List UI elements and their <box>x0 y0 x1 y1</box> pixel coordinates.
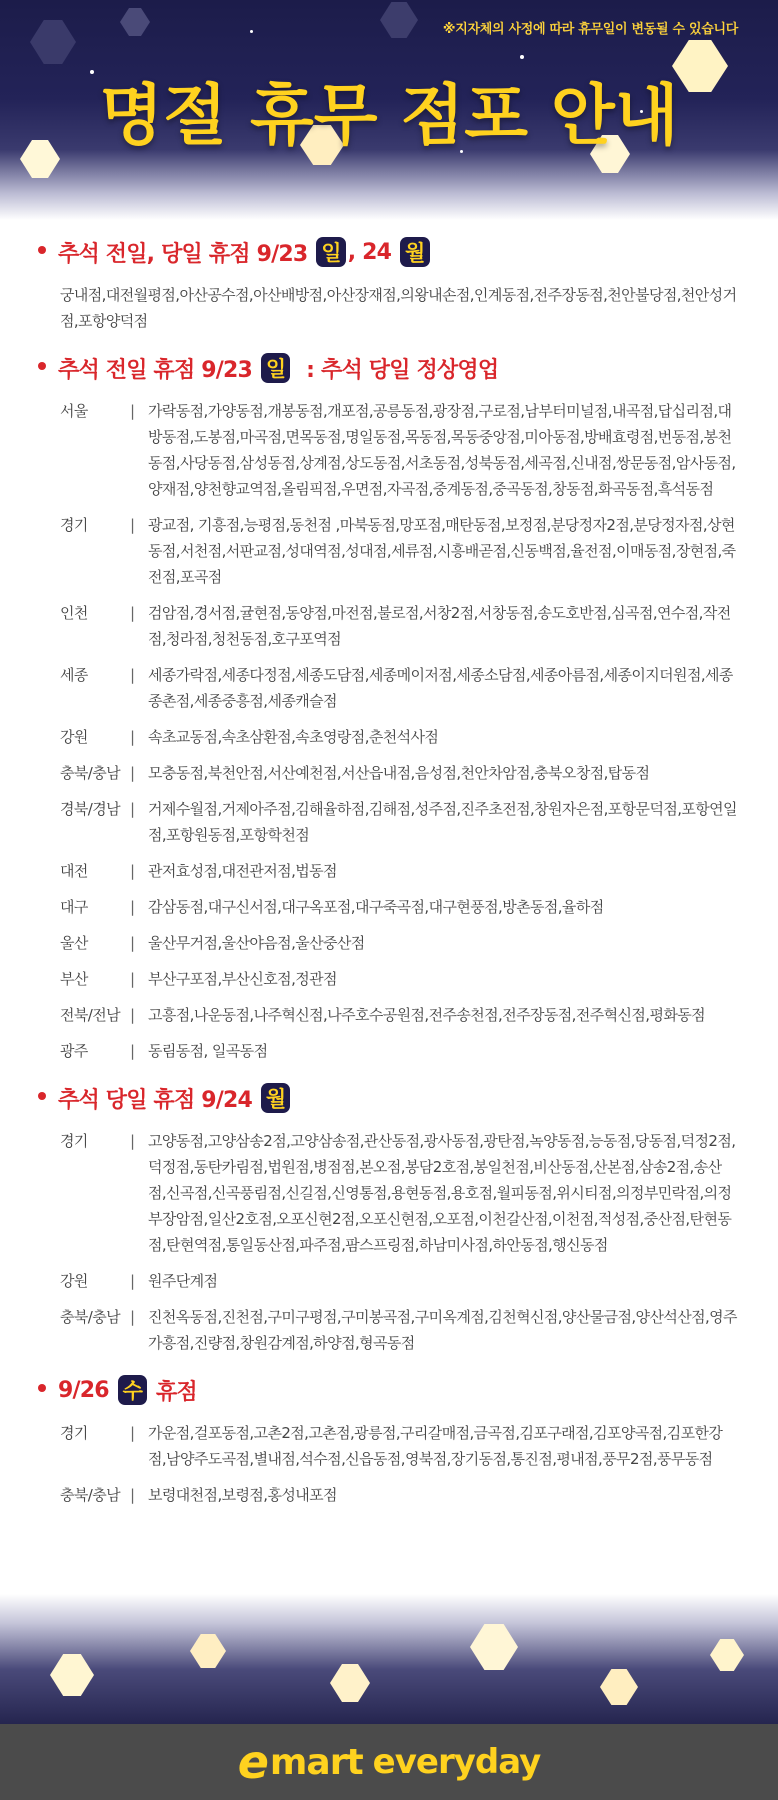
region-row <box>58 1268 738 1294</box>
separator: | <box>130 764 135 782</box>
store-list: 고양동점,고양삼송2점,고양삼송점,관산동점,광사동점,광탄점,녹양동점,능동점,당동점,덕정2점,덕정점,동탄카림점,법원점,병점점,본오점,봉담2호점,봉일천점,비산동점,산본점,삼송2점,송산점,신곡점,신곡풍림점,신길점,신영통점,용현동점,용호점,월피동점,위시티점,의정부민락점,의정부장암점,일산2호점,오포신현2점,오포신현점,오포점,이천갈산점,이천점,적성점,중산점,탄현동점,탄현역점,통일동산점,파주점,팜스프링점,하남미사점,하안동점,행신동점 <box>148 1132 736 1254</box>
region-label: 강원 <box>60 1272 88 1290</box>
separator: | <box>130 800 135 818</box>
hexagon-decoration <box>30 20 76 64</box>
day-badge-sun: 일 <box>261 353 291 383</box>
separator: | <box>130 516 135 534</box>
region-row <box>58 930 738 956</box>
separator: | <box>130 1272 135 1290</box>
region-row <box>58 398 738 502</box>
region-list <box>58 398 738 1064</box>
heading-text: 휴점 <box>149 1379 197 1405</box>
region-label: 인천 <box>60 604 88 622</box>
store-list: 원주단계점 <box>148 1272 218 1290</box>
store-list: 부산구포점,부산신호점,정관점 <box>148 970 337 988</box>
region-label: 경북/경남 <box>60 800 121 818</box>
region-label: 전북/전남 <box>60 1006 121 1024</box>
separator: | <box>130 1132 135 1150</box>
store-list: 광교점, 기흥점,능평점,동천점 ,마북동점,망포점,매탄동점,보정점,분당정자2점,분당정자점,상현동점,서천점,서판교점,성대역점,성대점,세류점,시흥배곧점,신동백점,율전점,이매동점,장현점,죽전점,포곡점 <box>148 516 736 586</box>
separator: | <box>130 898 135 916</box>
separator: | <box>130 728 135 746</box>
region-label: 충북/충남 <box>60 764 121 782</box>
region-row <box>58 662 738 714</box>
header-banner <box>0 0 778 220</box>
store-list: 거제수월점,거제아주점,김해율하점,김해점,성주점,진주초전점,창원자은점,포항문덕점,포항연일점,포항원동점,포항학천점 <box>148 800 737 844</box>
footer <box>0 1724 778 1800</box>
region-label: 서울 <box>60 402 88 420</box>
region-row <box>58 966 738 992</box>
region-row <box>58 512 738 590</box>
heading-text: 추석 전일 휴점 9/23 <box>58 357 259 383</box>
store-list: 가락동점,가양동점,개봉동점,개포점,공릉동점,광장점,구로점,남부터미널점,내곡점,답십리점,대방동점,도봉점,마곡점,면목동점,명일동점,목동점,목동중앙점,미아동점,방배효령점,번동점,봉천동점,사당동점,삼성동점,상계점,상도동점,서초동점,성북동점,세곡점,신내점,쌍문동점,암사동점,양재점,양천향교역점,올림픽점,우면점,자곡점,중계동점,중곡동점,창동점,화곡동점,흑석동점 <box>148 402 736 498</box>
store-list: 궁내점,대전월평점,아산공수점,아산배방점,아산장재점,의왕내손점,인계동점,전주장동점,천안불당점,천안성거점,포항양덕점 <box>60 286 737 330</box>
region-label: 부산 <box>60 970 88 988</box>
hexagon-decoration <box>710 1639 744 1671</box>
day-badge-wed: 수 <box>118 1375 148 1405</box>
region-list <box>58 1420 738 1508</box>
store-list: 속초교동점,속초삼환점,속초영랑점,춘천석사점 <box>148 728 439 746</box>
store-list: 관저효성점,대전관저점,법동점 <box>148 862 337 880</box>
hexagon-decoration <box>380 2 418 38</box>
separator: | <box>130 1006 135 1024</box>
heading-text: 9/26 <box>58 1377 116 1403</box>
separator: | <box>130 402 135 420</box>
region-label: 대구 <box>60 898 88 916</box>
region-list <box>58 1128 738 1356</box>
section-heading-eve-closure <box>58 352 738 384</box>
hexagon-decoration <box>330 1664 370 1702</box>
store-list: 감삼동점,대구신서점,대구옥포점,대구죽곡점,대구현풍점,방촌동점,율하점 <box>148 898 604 916</box>
region-label: 경기 <box>60 1424 88 1442</box>
day-badge-mon: 월 <box>261 1083 291 1113</box>
separator: | <box>130 1424 135 1442</box>
store-list: 고흥점,나운동점,나주혁신점,나주호수공원점,전주송천점,전주장동점,전주혁신점,평화동점 <box>148 1006 706 1024</box>
region-row <box>58 600 738 652</box>
hexagon-decoration <box>600 1669 638 1705</box>
section-heading-both-days <box>58 236 738 268</box>
region-row <box>58 858 738 884</box>
store-list: 세종가락점,세종다정점,세종도담점,세종메이저점,세종소담점,세종아름점,세종이지더원점,세종종촌점,세종중흥점,세종캐슬점 <box>148 666 733 710</box>
region-row <box>58 1038 738 1064</box>
region-row <box>58 796 738 848</box>
store-list: 울산무거점,울산야음점,울산중산점 <box>148 934 365 952</box>
store-list: 모충동점,북천안점,서산예천점,서산읍내점,음성점,천안차암점,충북오창점,탑동점 <box>148 764 650 782</box>
star-decoration <box>520 55 524 59</box>
region-row <box>58 760 738 786</box>
region-row <box>58 894 738 920</box>
store-list: 진천옥동점,진천점,구미구평점,구미봉곡점,구미옥계점,김천혁신점,양산물금점,양산석산점,영주가흥점,진량점,창원감계점,하양점,형곡동점 <box>148 1308 737 1352</box>
region-label: 충북/충남 <box>60 1308 121 1326</box>
region-label: 세종 <box>60 666 88 684</box>
heading-text: , 24 <box>347 239 399 265</box>
heading-text: 추석 전일, 당일 휴점 9/23 <box>58 241 315 267</box>
region-row <box>58 724 738 750</box>
separator: | <box>130 970 135 988</box>
bullet-dot <box>38 246 46 254</box>
separator: | <box>130 604 135 622</box>
store-list: 가운점,걸포동점,고촌2점,고촌점,광릉점,구리갈매점,금곡점,김포구래점,김포양곡점,김포한강점,남양주도곡점,별내점,석수점,신읍동점,영북점,장기동점,통진점,평내점,풍무2점,풍무동점 <box>148 1424 723 1468</box>
separator: | <box>130 1486 135 1504</box>
store-list: 검암점,경서점,귤현점,동양점,마전점,불로점,서창2점,서창동점,송도호반점,심곡점,연수점,작전점,청라점,청천동점,호구포역점 <box>148 604 731 648</box>
hexagon-decoration <box>470 1624 518 1670</box>
bullet-dot <box>38 1384 46 1392</box>
separator: | <box>130 1308 135 1326</box>
region-label: 울산 <box>60 934 88 952</box>
separator: | <box>130 862 135 880</box>
content-area <box>0 236 778 1508</box>
region-row <box>58 1128 738 1258</box>
hexagon-decoration <box>120 8 150 36</box>
bullet-dot <box>38 1092 46 1100</box>
region-label: 광주 <box>60 1042 88 1060</box>
closure-notice: ※지자체의 사정에 따라 휴무일이 변동될 수 있습니다 <box>442 22 738 37</box>
region-row <box>58 1420 738 1472</box>
heading-text: : 추석 당일 정상영업 <box>292 357 499 383</box>
separator: | <box>130 934 135 952</box>
day-badge-sun: 일 <box>316 237 346 267</box>
section-heading-day-closure <box>58 1082 738 1114</box>
region-label: 경기 <box>60 1132 88 1150</box>
emart-logo-e: e <box>237 1735 269 1789</box>
separator: | <box>130 1042 135 1060</box>
region-label: 강원 <box>60 728 88 746</box>
day-badge-mon: 월 <box>400 237 430 267</box>
region-label: 충북/충남 <box>60 1486 121 1504</box>
store-list: 보령대천점,보령점,홍성내포점 <box>148 1486 337 1504</box>
bullet-dot <box>38 362 46 370</box>
emart-logo-mart: mart <box>269 1741 363 1783</box>
bottom-banner <box>0 1594 778 1724</box>
region-label: 경기 <box>60 516 88 534</box>
heading-text: 추석 당일 휴점 9/24 <box>58 1087 259 1113</box>
star-decoration <box>250 30 253 33</box>
store-list: 동림동점, 일곡동점 <box>148 1042 268 1060</box>
region-label: 대전 <box>60 862 88 880</box>
region-row <box>58 1482 738 1508</box>
section-heading-wed-closure <box>58 1374 738 1406</box>
region-row <box>58 1002 738 1028</box>
region-row <box>58 1304 738 1356</box>
emart-logo-everyday: everyday <box>372 1742 541 1782</box>
separator: | <box>130 666 135 684</box>
page-title: 명절 휴무 점포 안내 <box>99 77 679 154</box>
hexagon-decoration <box>190 1634 226 1668</box>
hexagon-decoration <box>50 1654 94 1696</box>
